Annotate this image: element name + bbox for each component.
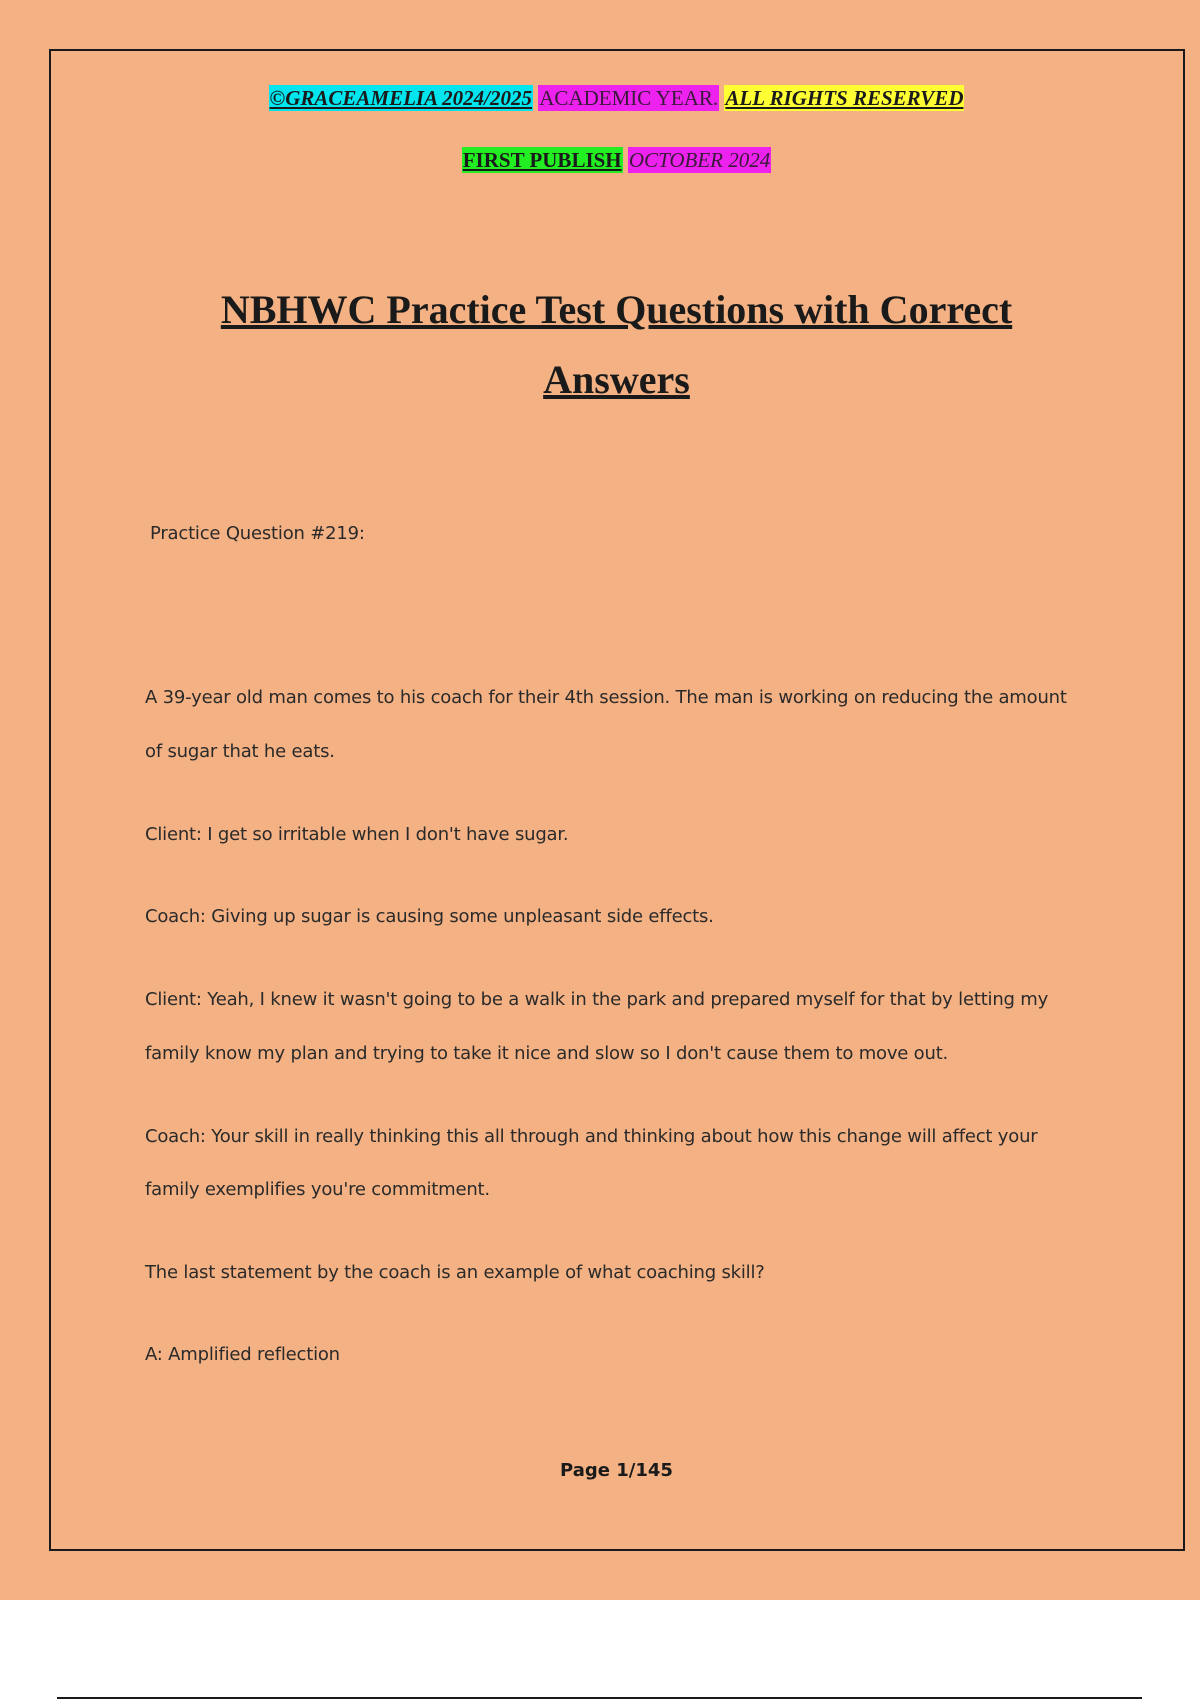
coach-statement-1: Coach: Giving up sugar is causing some unpleasant side effects. (145, 906, 714, 927)
scenario-line-2: of sugar that he eats. (145, 741, 335, 762)
document-title-line-1: NBHWC Practice Test Questions with Correct (220, 287, 1013, 332)
first-publish-highlight: FIRST PUBLISH (462, 148, 622, 172)
question-number: Practice Question #219: (150, 523, 365, 544)
page-number: Page 1/145 (560, 1460, 673, 1481)
publish-header (0, 148, 1200, 173)
answer-option-a: A: Amplified reflection (145, 1344, 340, 1365)
scenario-line-1: A 39-year old man comes to his coach for their 4th session. The man is working on reducing the amount (145, 687, 1067, 708)
next-page-rule (57, 1697, 1142, 1699)
client-statement-2-line-2: family know my plan and trying to take it nice and slow so I don't cause them to move out. (145, 1043, 949, 1064)
publish-date-highlight: OCTOBER 2024 (628, 148, 771, 172)
client-statement-1: Client: I get so irritable when I don't have sugar. (145, 824, 569, 845)
copyright-highlight: ©GRACEAMELIA 2024/2025 (269, 86, 533, 110)
academic-year-highlight: ACADEMIC YEAR. (539, 86, 719, 110)
client-statement-2-line-1: Client: Yeah, I knew it wasn't going to be a walk in the park and prepared myself for that by letting my (145, 989, 1049, 1010)
copyright-header (0, 86, 1200, 111)
document-title-line-2: Answers (543, 357, 690, 402)
rights-reserved-highlight: ALL RIGHTS RESERVED (725, 86, 964, 110)
coach-statement-2-line-1: Coach: Your skill in really thinking this all through and thinking about how this change will affect your (145, 1126, 1038, 1147)
coach-statement-2-line-2: family exemplifies you're commitment. (145, 1179, 490, 1200)
question-prompt: The last statement by the coach is an example of what coaching skill? (145, 1262, 765, 1283)
